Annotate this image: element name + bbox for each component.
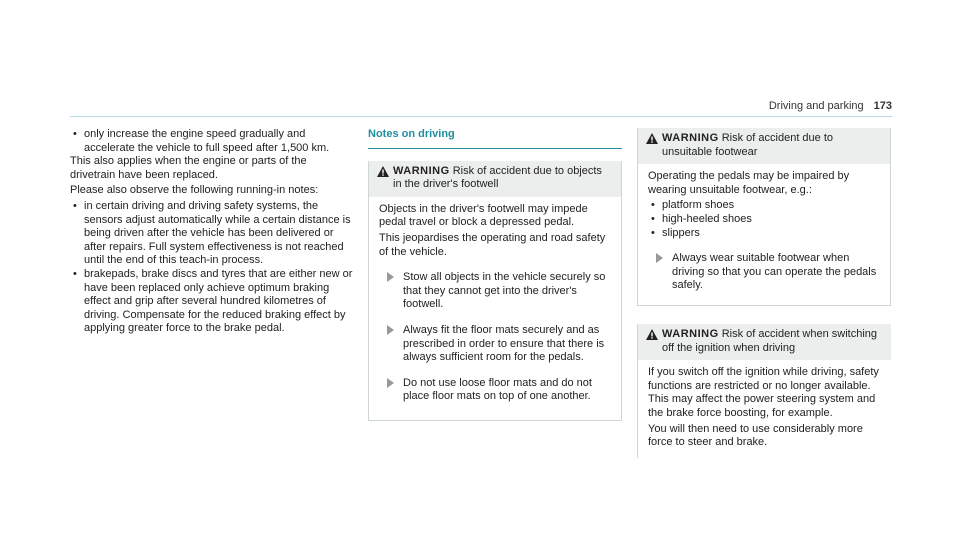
column-warnings: [637, 128, 891, 458]
warning-body: [369, 197, 621, 420]
page-header: [769, 100, 892, 114]
warning-header: [638, 128, 890, 164]
list-item: • brakepads, brake discs and tyres that are either new or have been replaced only achieve optimum braking effect and grip after several hundred kilometres of driving. Compensate for the reduced braking effect by applying greater force to the brake pedal.: [70, 268, 353, 336]
warning-box-footwear: [637, 128, 891, 306]
paragraph: Objects in the driver's footwell may impede pedal travel or block a depressed pedal.: [379, 202, 588, 229]
list-item: • only increase the engine speed gradually and accelerate the vehicle to full speed after 1,500 km.: [70, 128, 353, 155]
column-running-in: [70, 128, 353, 336]
warning-box-ignition: [637, 324, 891, 458]
list-item: • slippers: [648, 227, 880, 241]
header-rule: [70, 116, 892, 117]
section-title: Notes on driving: [368, 128, 622, 149]
step-text: Always wear suitable footwear when driving so that you can operate the pedals safely.: [672, 252, 877, 292]
footwear-list: [648, 199, 880, 240]
paragraph: You will then need to use considerably more force to steer and brake.: [648, 422, 863, 449]
warning-body: [638, 164, 890, 305]
warning-label: WARNING: [662, 132, 719, 144]
step-text: Stow all objects in the vehicle securely so that they cannot get into the driver's footwell.: [403, 271, 606, 311]
warning-box-footwell: [368, 161, 622, 421]
list-item: • in certain driving and driving safety systems, the sensors adjust automatically while a certain distance is being driven after the vehicle has been delivered or after repairs. Full system effectiveness is not reached until the end of this teach-in process.: [70, 200, 353, 268]
warning-triangle-icon: [377, 166, 389, 177]
warning-heading: Risk of accident due to objects in the driver's footwell: [393, 164, 602, 191]
arrow-right-icon: [387, 325, 394, 335]
warning-label: WARNING: [393, 164, 450, 177]
warning-heading: Risk of accident when switching off the ignition when driving: [662, 327, 878, 354]
warning-label: WARNING: [662, 327, 719, 340]
arrow-right-icon: [387, 272, 394, 282]
step-text: Do not use loose floor mats and do not place floor mats on top of one another.: [403, 376, 592, 403]
paragraph: This jeopardises the operating and road safety of the vehicle.: [379, 231, 606, 258]
instruction-step: [648, 252, 880, 293]
arrow-right-icon: [656, 253, 663, 263]
warning-header: [369, 161, 621, 197]
paragraph: This also applies when the engine or parts of the drivetrain have been replaced.: [70, 155, 307, 181]
page-number: 173: [873, 100, 892, 112]
column-notes-on-driving: [368, 128, 622, 421]
paragraph: If you switch off the ignition while driving, safety functions are restricted or no longer available. This may affect the power steering system and the brake force boosting, for example.: [648, 366, 879, 419]
list-item: • high-heeled shoes: [648, 213, 880, 227]
instruction-step: [379, 324, 611, 365]
warning-body: [638, 360, 891, 458]
warning-header: [638, 324, 891, 360]
arrow-right-icon: [387, 378, 394, 388]
running-in-list: [70, 200, 353, 336]
list-item: • platform shoes: [648, 199, 880, 213]
warning-triangle-icon: [646, 133, 658, 144]
paragraph: Please also observe the following running-in notes:: [70, 184, 319, 197]
section-name: Driving and parking: [768, 100, 864, 112]
running-in-list-top: [70, 128, 353, 155]
instruction-step: [379, 377, 611, 404]
instruction-step: [379, 271, 611, 312]
paragraph: Operating the pedals may be impaired by wearing unsuitable footwear, e.g.:: [648, 170, 850, 196]
step-text: Always fit the floor mats securely and as prescribed in order to ensure that there is always sufficient room for the pedals.: [403, 323, 605, 364]
warning-triangle-icon: [646, 329, 658, 340]
warning-heading: Risk of accident due to unsuitable footwear: [662, 132, 834, 158]
